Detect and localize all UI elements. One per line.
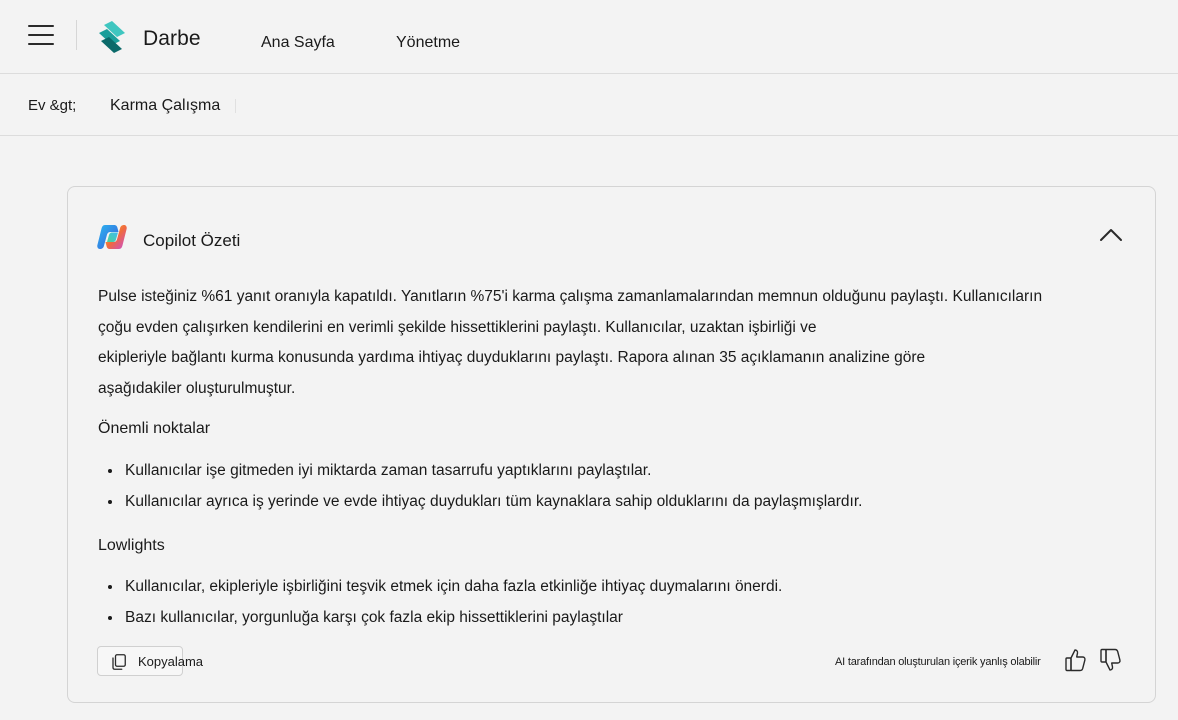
thumbs-up-icon[interactable] <box>1064 647 1088 673</box>
list-item: Kullanıcılar, ekipleriyle işbirliğini teşvik etmek için daha fazla etkinliğe ihtiyaç duymalarını önerdi. <box>106 571 782 602</box>
summary-line: aşağıdakiler oluşturulmuştur. <box>98 379 296 397</box>
breadcrumb <box>0 75 1178 136</box>
copy-button[interactable] <box>97 646 204 676</box>
nav-home[interactable]: Ana Sayfa <box>261 34 335 51</box>
thumbs-down-icon[interactable] <box>1099 647 1123 673</box>
lowlights-heading: Lowlights <box>98 537 165 554</box>
breadcrumb-divider <box>235 99 236 113</box>
top-header <box>0 0 1178 74</box>
copy-button-label: Kopyalama <box>138 654 204 669</box>
highlights-list <box>106 455 862 517</box>
list-item: Kullanıcılar işe gitmeden iyi miktarda zaman tasarrufu yaptıklarını paylaştılar. <box>106 455 862 486</box>
card-title: Copilot Özeti <box>143 231 241 250</box>
copy-icon <box>112 654 126 670</box>
summary-text <box>98 282 1098 404</box>
summary-line: çoğu evden çalışırken kendilerini en verimli şekilde hissettiklerini paylaştı. Kullanıcılar, uzaktan işbirliği ve <box>98 318 817 336</box>
copilot-icon <box>97 222 127 252</box>
list-item: Bazı kullanıcılar, yorgunluğa karşı çok fazla ekip hissettiklerini paylaştılar <box>106 602 782 633</box>
list-item: Kullanıcılar ayrıca iş yerinde ve evde ihtiyaç duydukları tüm kaynaklara sahip olduklarını da paylaşmışlardır. <box>106 486 862 517</box>
ai-disclaimer: AI tarafından oluşturulan içerik yanlış olabilir <box>835 656 1041 668</box>
summary-line: ekipleriyle bağlantı kurma konusunda yardıma ihtiyaç duyduklarını paylaştı. Rapora alınan 35 açıklamanın analizine göre <box>98 349 926 366</box>
header-divider <box>76 20 77 50</box>
copilot-summary-card <box>67 186 1156 703</box>
darbe-logo <box>95 19 129 53</box>
app-title: Darbe <box>143 27 201 50</box>
chevron-up-icon[interactable] <box>1096 223 1126 247</box>
breadcrumb-home[interactable]: Ev &gt; <box>28 97 77 114</box>
lowlights-list <box>106 571 782 633</box>
nav-manage[interactable]: Yönetme <box>396 34 461 51</box>
breadcrumb-current: Karma Çalışma <box>110 97 221 114</box>
highlights-heading: Önemli noktalar <box>98 420 211 437</box>
hamburger-icon[interactable] <box>28 25 54 45</box>
summary-line: Pulse isteğiniz %61 yanıt oranıyla kapatıldı. Yanıtların %75'i karma çalışma zamanlamalarından memnun olduğunu paylaştı. Kullanıcıların <box>98 288 1043 305</box>
